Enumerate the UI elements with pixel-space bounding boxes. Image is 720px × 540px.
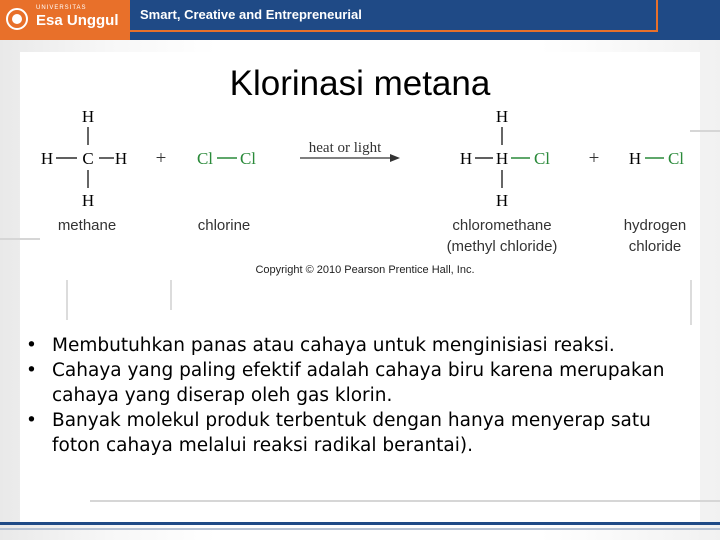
university-logo [0,0,130,40]
bullet-text-continued: foton cahaya melalui reaksi radikal berantai). [52,435,473,456]
hcl-sublabel: chloride [628,238,682,255]
hcl-atom-left: H [628,149,642,168]
chloromethane-structure [447,107,558,255]
chloromethane-atom-center: H [495,149,509,168]
bullet-item [22,358,702,408]
background-decor-line [170,280,172,310]
chlorine-structure [197,149,256,234]
copyright-notice: Copyright © 2010 Pearson Prentice Hall, Inc. [255,264,475,276]
methane-atom-left: H [40,149,54,168]
chloromethane-atom-top: H [495,107,509,126]
background-decor-line [66,280,68,320]
methane-atom-center: C [82,149,94,168]
methane-atom-top: H [81,107,95,126]
hcl-atom-right: Cl [667,149,685,168]
hydrogen-chloride-structure [624,149,687,255]
methane-structure [41,107,127,234]
logo-emblem-icon [6,8,28,30]
chloromethane-atom-right: Cl [533,149,551,168]
methane-atom-right: H [114,149,128,168]
bullet-text: Cahaya yang paling efektif adalah cahaya biru karena merupakan [52,360,665,381]
plus-sign: + [588,148,600,169]
header-accent-line [130,30,658,32]
chloromethane-atom-bottom: H [495,191,509,210]
bullet-text: Banyak molekul produk terbentuk dengan hanya menyerap satu [52,410,651,431]
reaction-scheme [0,100,720,280]
chlorine-atom-right: Cl [239,149,257,168]
background-decor-line [90,500,720,502]
bullet-item [22,408,702,458]
bullet-list [22,333,702,458]
arrow-label: heat or light [308,140,382,156]
chlorine-label: chlorine [197,217,251,234]
bullet-text-continued: cahaya yang diserap oleh gas klorin. [52,385,393,406]
slide-title: Klorinasi metana [229,64,491,103]
chloromethane-sublabel: (methyl chloride) [446,238,558,255]
chlorine-atom-left: Cl [196,149,214,168]
bullet-marker: • [26,360,37,381]
bullet-marker: • [26,335,37,356]
logo-name: Esa Unggul [36,12,119,29]
footer-bar [0,522,720,525]
methane-atom-bottom: H [81,191,95,210]
bullet-marker: • [26,410,37,431]
plus-sign: + [155,148,167,169]
chloromethane-label: chloromethane [452,217,552,234]
header-accent-tick [656,0,658,32]
background-decor-line [690,280,692,325]
bullet-item [22,333,702,358]
chloromethane-atom-left: H [459,149,473,168]
hcl-label: hydrogen [623,217,687,234]
header-bar [0,0,720,40]
reaction-arrow-head [390,154,400,162]
methane-label: methane [57,217,117,234]
bullet-text: Membutuhkan panas atau cahaya untuk menginisiasi reaksi. [52,335,615,356]
footer-bar-accent [0,528,720,530]
logo-caption: UNIVERSITAS [36,5,87,11]
header-tagline: Smart, Creative and Entrepreneurial [140,7,362,22]
